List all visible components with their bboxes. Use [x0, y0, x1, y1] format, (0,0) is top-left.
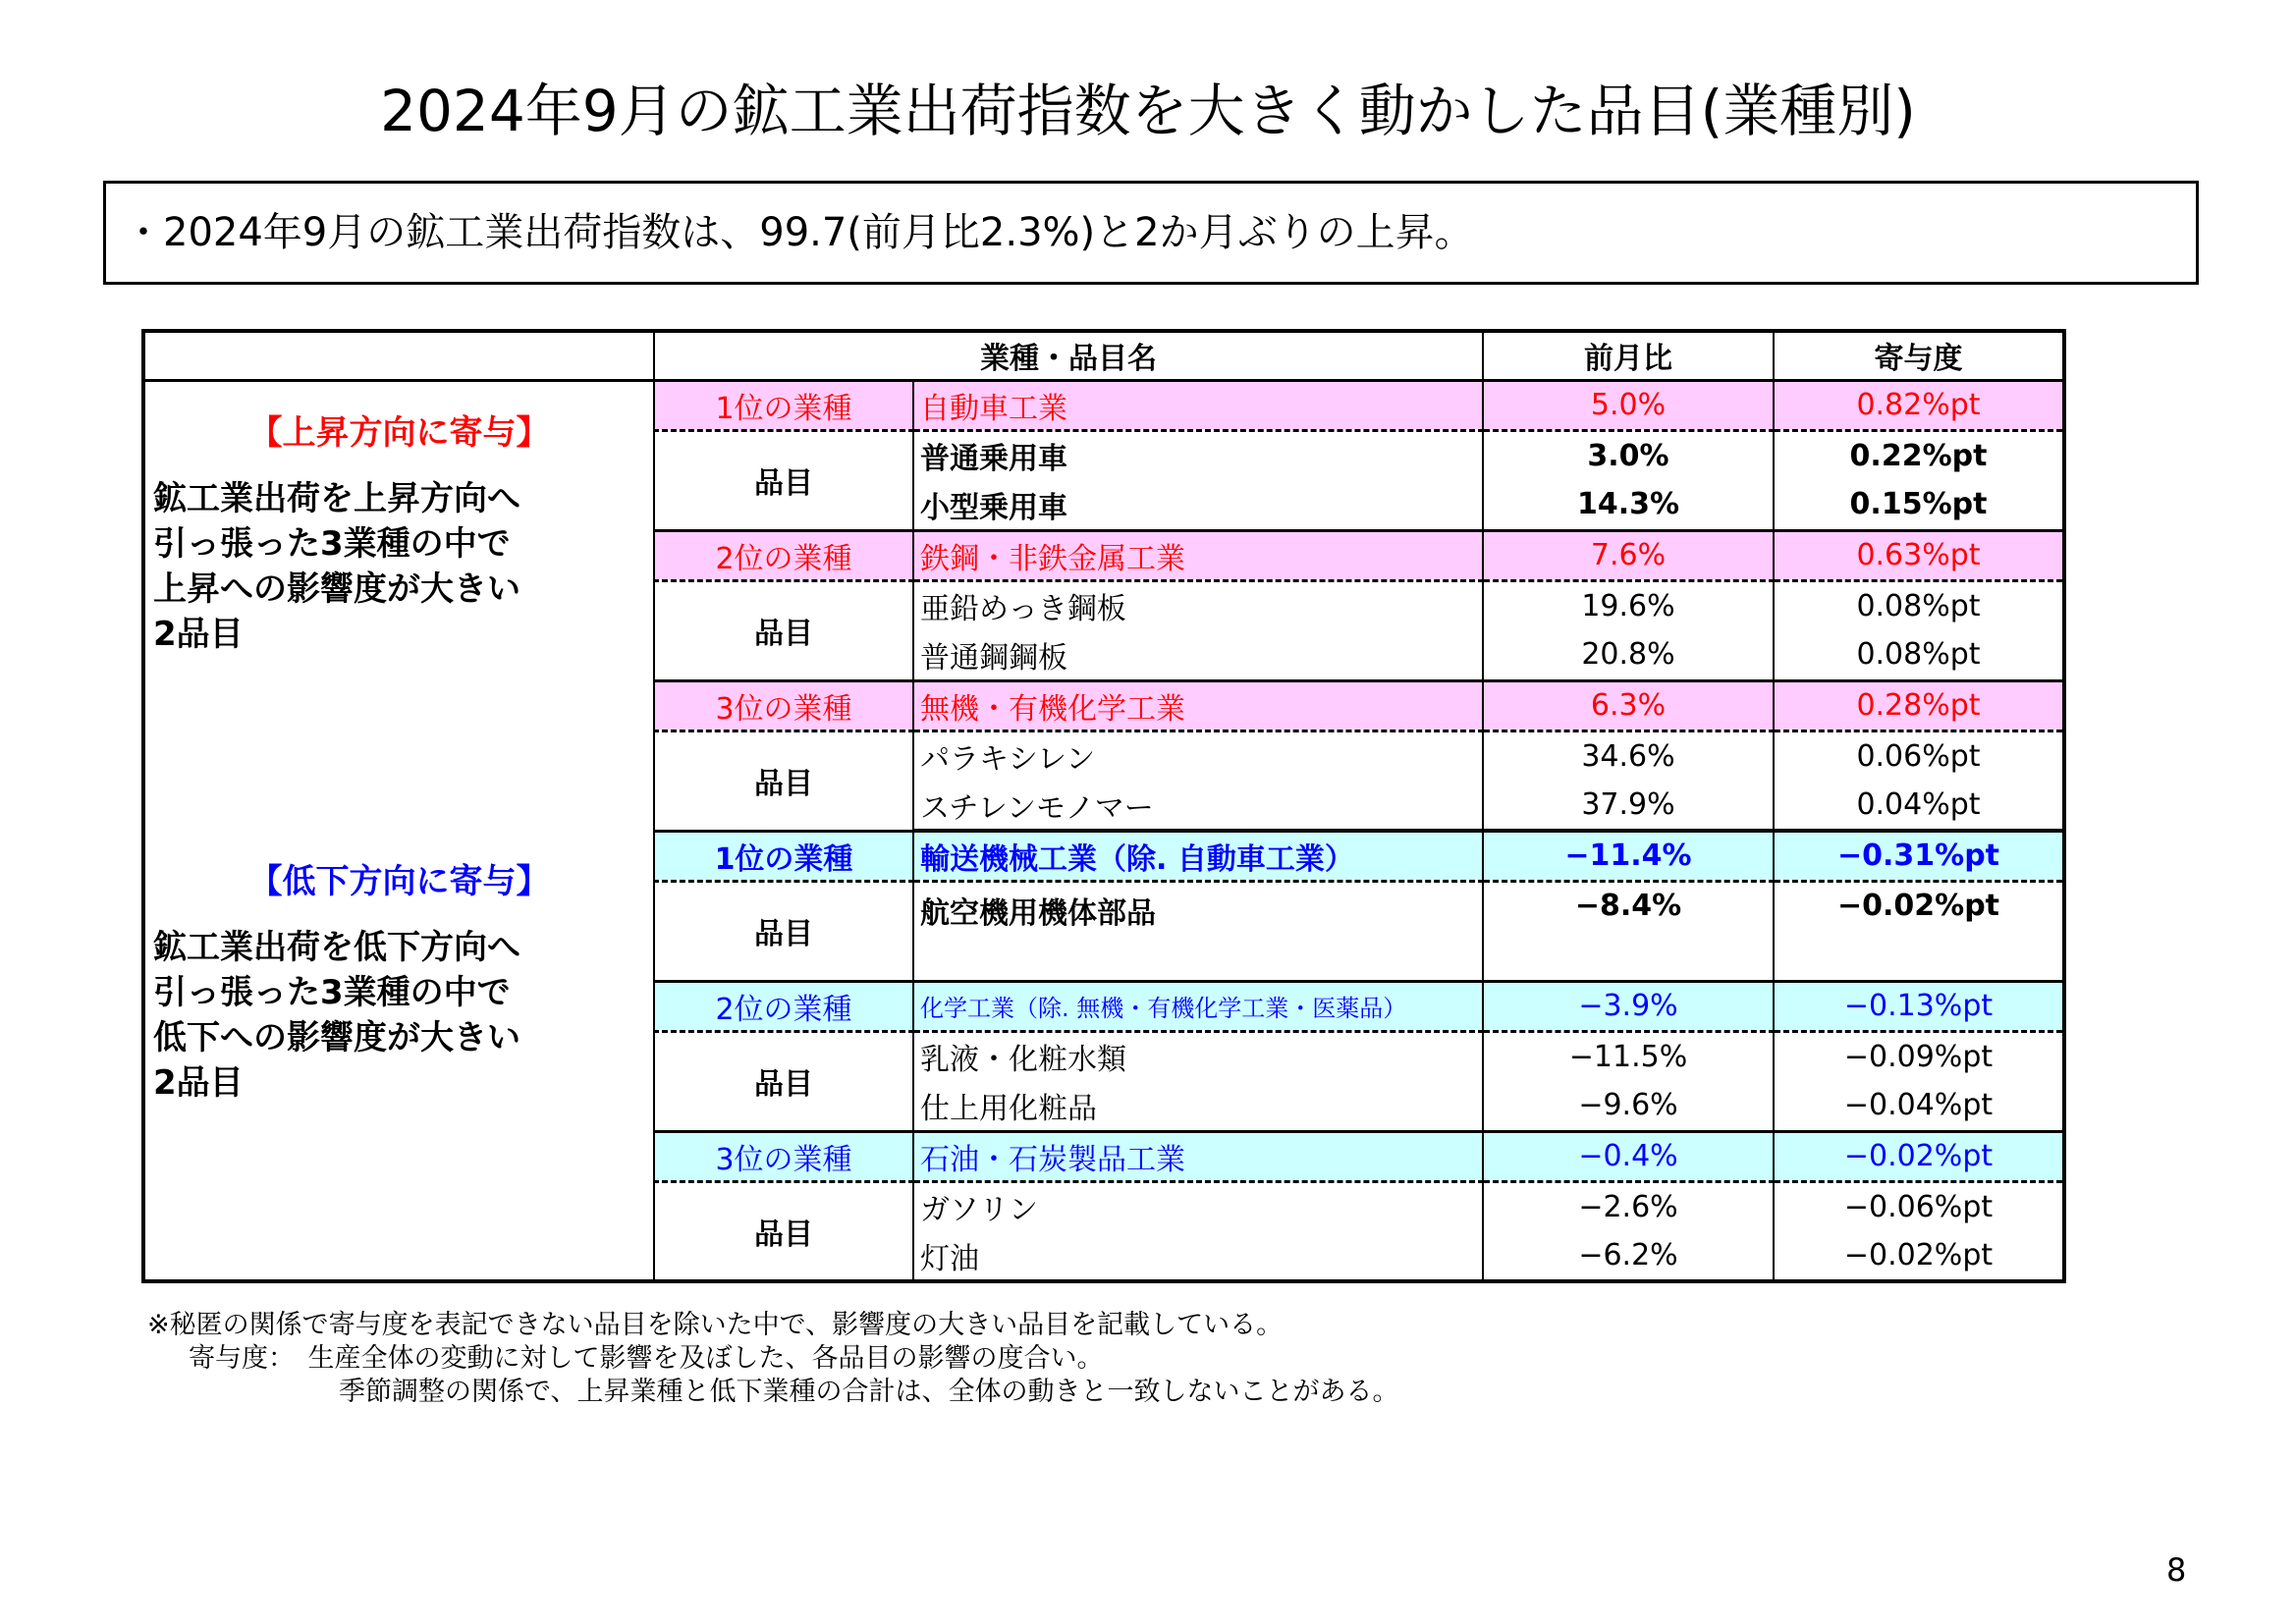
page-number: 8: [2166, 1551, 2187, 1589]
industry-name: 化学工業（除. 無機・有機化学工業・医薬品）: [913, 981, 1483, 1031]
industry-name: 自動車工業: [913, 380, 1483, 430]
item-mom: 14.3%: [1483, 480, 1774, 530]
item-contribution: −0.02%pt: [1774, 881, 2064, 981]
summary-text: ・2024年9月の鉱工業出荷指数は、99.7(前月比2.3%)と2か月ぶりの上昇。: [124, 210, 1474, 255]
footnotes: [147, 1309, 1398, 1409]
item-name: 普通乗用車: [913, 430, 1483, 480]
industry-contribution: 0.28%pt: [1774, 680, 2064, 731]
item-mom: 19.6%: [1483, 580, 1774, 630]
industry-contribution: 0.63%pt: [1774, 530, 2064, 580]
items-label: 品目: [654, 731, 913, 831]
item-mom: 20.8%: [1483, 630, 1774, 680]
item-contribution: −0.02%pt: [1774, 1231, 2064, 1281]
industry-name: 無機・有機化学工業: [913, 680, 1483, 731]
down-section-heading: 【低下方向に寄与】: [248, 862, 550, 901]
up-rank1-row: [143, 380, 2064, 430]
item-contribution: 0.04%pt: [1774, 781, 2064, 831]
rank-label: 1位の業種: [654, 380, 913, 430]
item-contribution: 0.08%pt: [1774, 630, 2064, 680]
industry-contribution: −0.13%pt: [1774, 981, 2064, 1031]
item-name: 亜鉛めっき鋼板: [913, 580, 1483, 630]
header-mom: 前月比: [1483, 331, 1774, 380]
industry-contribution: −0.02%pt: [1774, 1131, 2064, 1181]
down-section-label: [143, 831, 654, 1281]
industry-mom: −0.4%: [1483, 1131, 1774, 1181]
rank-label: 2位の業種: [654, 530, 913, 580]
industry-name: 石油・石炭製品工業: [913, 1131, 1483, 1181]
down-rank1-row: [143, 831, 2064, 881]
industry-contribution: 0.82%pt: [1774, 380, 2064, 430]
item-mom: 37.9%: [1483, 781, 1774, 831]
item-name: パラキシレン: [913, 731, 1483, 781]
industry-mom: 5.0%: [1483, 380, 1774, 430]
industry-name: 鉄鋼・非鉄金属工業: [913, 530, 1483, 580]
item-contribution: 0.22%pt: [1774, 430, 2064, 480]
summary-box: [103, 181, 2199, 285]
up-section-description: 鉱工業出荷を上昇方向へ 引っ張った3業種の中で 上昇への影響度が大きい 2品目: [153, 478, 520, 654]
up-section-heading: 【上昇方向に寄与】: [248, 412, 550, 453]
header-name: 業種・品目名: [654, 331, 1483, 380]
item-mom: 3.0%: [1483, 430, 1774, 480]
items-label: 品目: [654, 580, 913, 680]
up-section-label: [143, 380, 654, 831]
item-mom: 34.6%: [1483, 731, 1774, 781]
item-name: ガソリン: [913, 1181, 1483, 1231]
item-contribution: −0.09%pt: [1774, 1031, 2064, 1081]
footnote-line: 季節調整の関係で、上昇業種と低下業種の合計は、全体の動きと一致しないことがある。: [339, 1377, 1399, 1407]
item-contribution: −0.04%pt: [1774, 1081, 2064, 1131]
item-mom: −9.6%: [1483, 1081, 1774, 1131]
rank-label: 2位の業種: [654, 981, 913, 1031]
item-name: 航空機用機体部品: [913, 881, 1483, 981]
item-mom: −8.4%: [1483, 881, 1774, 981]
rank-label: 3位の業種: [654, 680, 913, 731]
industry-mom: 6.3%: [1483, 680, 1774, 731]
items-label: 品目: [654, 1181, 913, 1281]
item-contribution: 0.15%pt: [1774, 480, 2064, 530]
industry-mom: −3.9%: [1483, 981, 1774, 1031]
item-mom: −6.2%: [1483, 1231, 1774, 1281]
item-name: 灯油: [913, 1231, 1483, 1281]
item-name: 小型乗用車: [913, 480, 1483, 530]
down-section-description: 鉱工業出荷を低下方向へ 引っ張った3業種の中で 低下への影響度が大きい 2品目: [153, 928, 520, 1103]
item-mom: −11.5%: [1483, 1031, 1774, 1081]
item-name: 普通鋼鋼板: [913, 630, 1483, 680]
items-label: 品目: [654, 1031, 913, 1131]
header-blank: [143, 331, 654, 380]
items-label: 品目: [654, 881, 913, 981]
footnote-line: 寄与度： 生産全体の変動に対して影響を及ぼした、各品目の影響の度合い。: [189, 1343, 1104, 1374]
item-name: 乳液・化粧水類: [913, 1031, 1483, 1081]
footnote-line: ※秘匿の関係で寄与度を表記できない品目を除いた中で、影響度の大きい品目を記載している。: [147, 1310, 1284, 1340]
industry-contribution: −0.31%pt: [1774, 831, 2064, 881]
items-label: 品目: [654, 430, 913, 530]
rank-label: 1位の業種: [654, 831, 913, 881]
item-mom: −2.6%: [1483, 1181, 1774, 1231]
item-name: スチレンモノマー: [913, 781, 1483, 831]
table-header-row: [143, 331, 2064, 380]
header-contribution: 寄与度: [1774, 331, 2064, 380]
rank-label: 3位の業種: [654, 1131, 913, 1181]
page-title: 2024年9月の鉱工業出荷指数を大きく動かした品目(業種別): [380, 78, 1916, 144]
item-contribution: 0.06%pt: [1774, 731, 2064, 781]
item-contribution: −0.06%pt: [1774, 1181, 2064, 1231]
item-contribution: 0.08%pt: [1774, 580, 2064, 630]
item-name: 仕上用化粧品: [913, 1081, 1483, 1131]
industry-mom: −11.4%: [1483, 831, 1774, 881]
industry-mom: 7.6%: [1483, 530, 1774, 580]
industry-name: 輸送機械工業（除. 自動車工業）: [913, 831, 1483, 881]
contribution-table: [141, 329, 2066, 1283]
